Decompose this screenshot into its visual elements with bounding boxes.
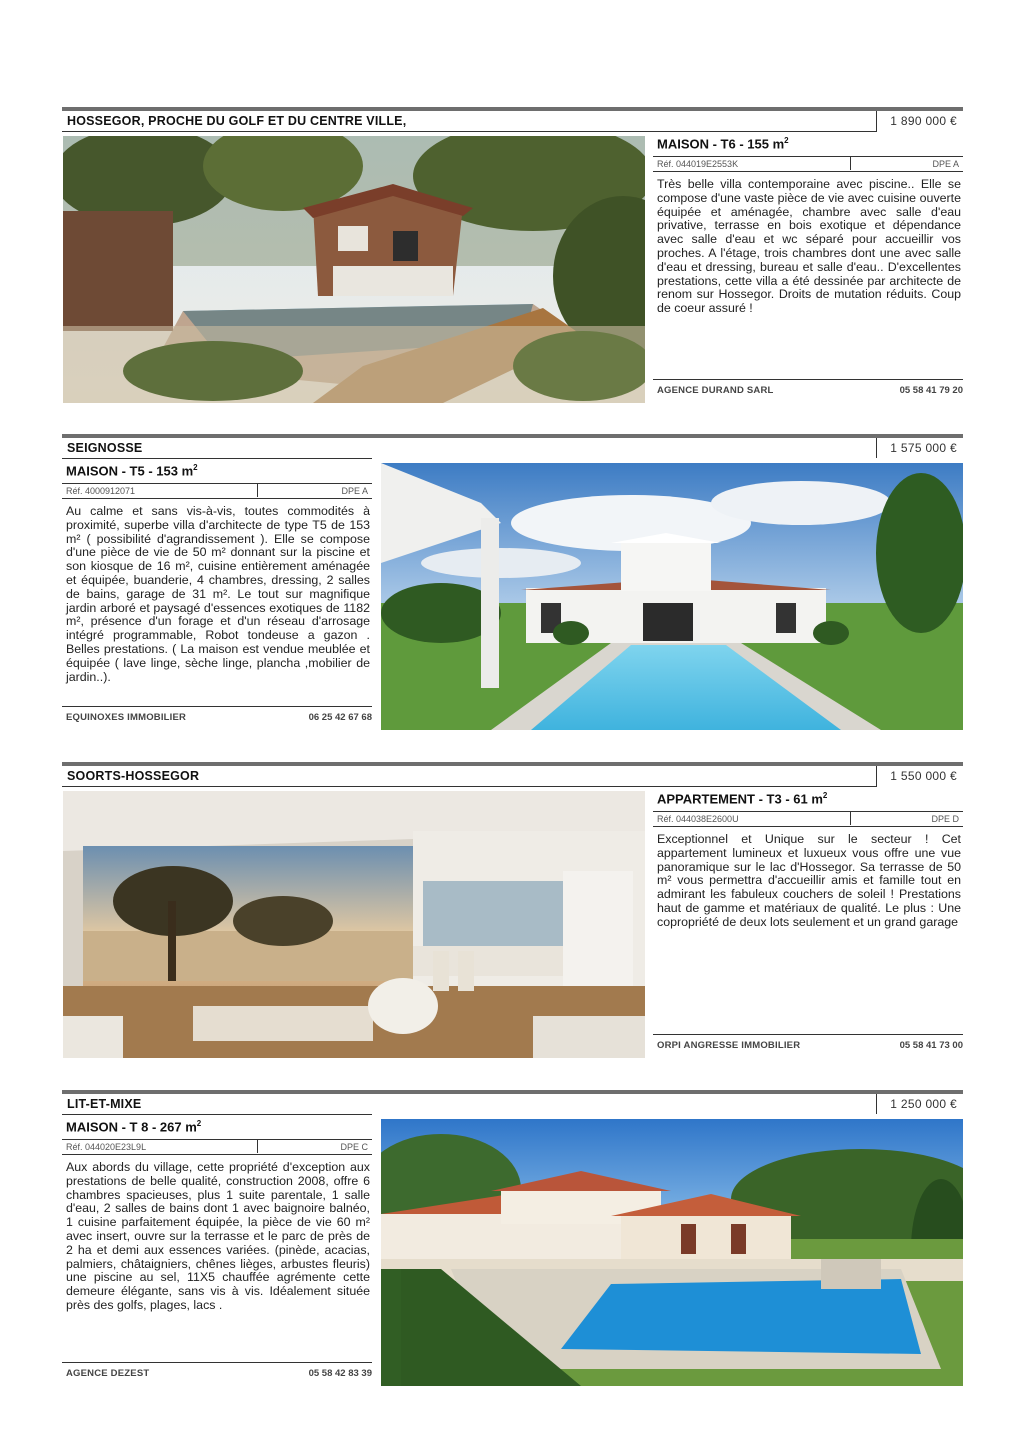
price-box <box>876 111 963 131</box>
section-divider <box>62 107 963 111</box>
listing-4 <box>62 1090 963 1390</box>
divider <box>850 156 851 170</box>
reference: Réf. 4000912071 <box>66 486 136 496</box>
type-text: MAISON - T6 - 155 m <box>657 136 785 152</box>
agency-phone[interactable]: 05 58 42 83 39 <box>308 1368 372 1379</box>
agency-phone[interactable]: 06 25 42 67 68 <box>308 712 372 723</box>
listing-2 <box>62 434 963 734</box>
listing-1 <box>62 107 963 407</box>
dpe-rating: DPE A <box>341 486 368 496</box>
section-divider <box>62 434 963 438</box>
property-type <box>657 791 827 806</box>
type-superscript: 2 <box>193 463 198 472</box>
divider <box>62 786 877 787</box>
property-photo[interactable] <box>63 136 645 403</box>
description: Exceptionnel et Unique sur le secteur ! Cet appartement lumineux et luxueux vous offre une vue panoramique sur le lac d'Hossegor. Sa terrasse de 50 m² vous permettra d'accueillir amis et famille tout en admirant les fabuleux couchers de soleil ! Prestations haut de gamme et matériaux de qualité. Le plus : Une copropriété de deux lots seulement et un grand garage <box>657 832 961 929</box>
divider <box>653 379 963 380</box>
agency-phone[interactable]: 05 58 41 73 00 <box>899 1040 963 1051</box>
property-photo[interactable] <box>381 463 963 730</box>
listing-price: 1 890 000 € <box>890 114 957 128</box>
divider <box>62 458 372 459</box>
section-divider <box>62 1090 963 1094</box>
divider <box>62 131 877 132</box>
listing-price: 1 575 000 € <box>890 441 957 455</box>
divider <box>257 1139 258 1153</box>
agency-name: EQUINOXES IMMOBILIER <box>66 712 187 723</box>
price-box <box>876 766 963 786</box>
listing-price: 1 550 000 € <box>890 769 957 783</box>
section-divider <box>62 762 963 766</box>
dpe-rating: DPE A <box>932 159 959 169</box>
description: Aux abords du village, cette propriété d'exception aux prestations de belle qualité, construction 2008, offre 6 chambres spacieuses, plus 1 suite parentale, 1 salle d'eau, 2 salles de bains dont 1 avec baignoire balnéo, 1 cuisine parfaitement équipée, la pièce de vie 60 m² avec insert, ouvre sur la terrasse et le parc de près de 2 ha et demi aux essences variées. (pinède, acacias, palmiers, châtaigniers, chênes lièges, arbustes fleuris) une piscine au sel, 11X5 chauffée agrémente cette demeure élégante, sans vis à vis. Idéalement située près des golfs, plages, lacs . <box>66 1160 370 1312</box>
property-photo[interactable] <box>381 1119 963 1386</box>
divider <box>62 1114 372 1115</box>
type-text: MAISON - T 8 - 267 m <box>66 1119 197 1135</box>
description: Au calme et sans vis-à-vis, toutes commodités à proximité, superbe villa d'architecte de type T5 de 153 m² ( possibilité d'agrandissement ). Elle se compose d'une pièce de vie de 50 m² donnant sur la piscine et son kiosque de 16 m², cuisine entièrement aménagée et équipée, buanderie, 4 chambres, dressing, 2 salles de bains, garage de 31 m². Le tout sur magnifique jardin arboré et paysagé d'essences exotiques de 1182 m², présence d'un forage et d'un réseau d'arrosage intégré programmable, Robot tondeuse a gazon . Belles prestations. ( La maison est vendue meublée et équipée ( lave linge, sèche linge, plancha ,mobilier de jardin..). <box>66 504 370 684</box>
divider <box>653 171 963 172</box>
agency-phone[interactable]: 05 58 41 79 20 <box>899 385 963 396</box>
divider <box>62 706 372 707</box>
property-photo[interactable] <box>63 791 645 1058</box>
divider <box>62 1362 372 1363</box>
property-type <box>657 136 789 151</box>
divider <box>653 156 963 157</box>
property-type <box>66 463 198 478</box>
listing-location: SOORTS-HOSSEGOR <box>67 769 200 783</box>
type-superscript: 2 <box>196 1119 202 1128</box>
listing-price: 1 250 000 € <box>890 1097 957 1111</box>
divider <box>850 811 851 825</box>
listing-location: HOSSEGOR, PROCHE DU GOLF ET DU CENTRE VILLE, <box>67 114 407 128</box>
reference: Réf. 044019E2553K <box>657 159 739 169</box>
divider <box>62 498 372 499</box>
type-superscript: 2 <box>784 136 789 145</box>
dpe-rating: DPE C <box>340 1142 368 1152</box>
dpe-rating: DPE D <box>931 814 959 824</box>
divider <box>62 1154 372 1155</box>
listing-info <box>653 136 963 403</box>
listing-info <box>653 791 963 1058</box>
divider <box>62 1139 372 1140</box>
price-box <box>876 1094 963 1114</box>
reference: Réf. 044020E23L9L <box>66 1142 147 1152</box>
reference: Réf. 044038E2600U <box>657 814 739 824</box>
property-type <box>66 1119 201 1134</box>
divider <box>653 1034 963 1035</box>
listing-3 <box>62 762 963 1062</box>
agency-name: ORPI ANGRESSE IMMOBILIER <box>657 1040 801 1051</box>
listing-location: SEIGNOSSE <box>67 441 143 455</box>
listing-info <box>62 1119 372 1386</box>
divider <box>653 826 963 827</box>
divider <box>257 483 258 497</box>
divider <box>653 811 963 812</box>
price-box <box>876 438 963 458</box>
agency-name: AGENCE DURAND SARL <box>657 385 774 396</box>
listing-location: LIT-ET-MIXE <box>67 1097 142 1111</box>
type-text: APPARTEMENT - T3 - 61 m <box>657 791 823 807</box>
description: Très belle villa contemporaine avec piscine.. Elle se compose d'une vaste pièce de vie avec cuisine ouverte équipée et aménagée, chambre avec salle d'eau privative, terrasse en bois exotique et dépendance avec salle d'eau et wc séparé pour accueillir vos proches. A l'étage, trois chambres dont une avec salle d'eau et dressing, bureau et salle d'eau.. D'excellentes prestations, cette villa a été dessinée par architecte de renom sur Hossegor. Droits de mutation réduits. Coup de coeur assuré ! <box>657 177 961 316</box>
type-superscript: 2 <box>822 791 828 800</box>
listing-info <box>62 463 372 730</box>
type-text: MAISON - T5 - 153 m <box>66 463 194 479</box>
divider <box>62 483 372 484</box>
agency-name: AGENCE DEZEST <box>66 1368 150 1379</box>
